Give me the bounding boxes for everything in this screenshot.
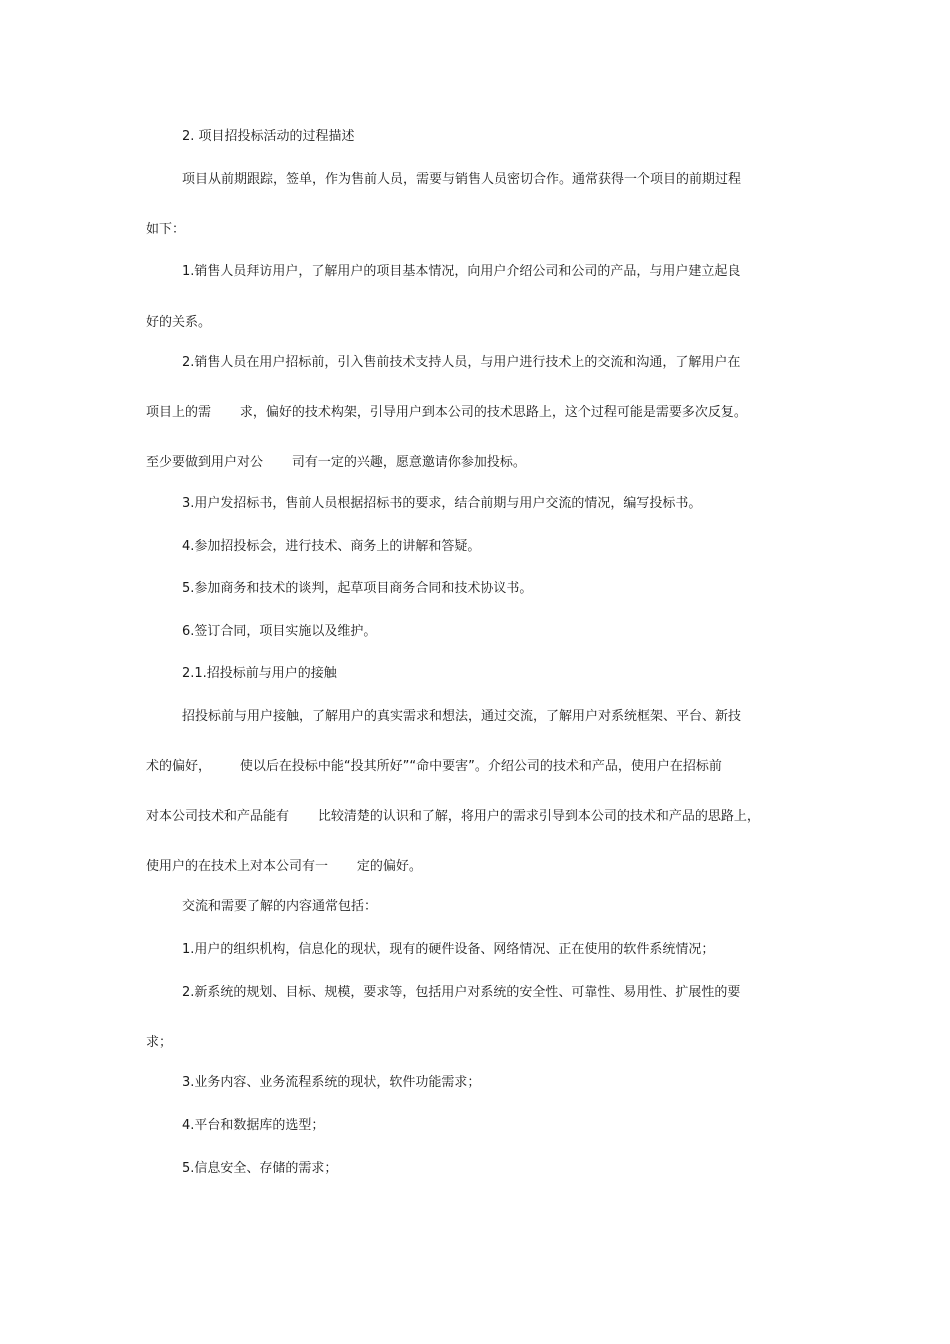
paragraph-line: 招投标前与用户接触，了解用户的真实需求和想法，通过交流，了解用户对系统框架、平台、新技 bbox=[182, 709, 742, 724]
list-item: 3.用户发招标书，售前人员根据招标书的要求，结合前期与用户交流的情况，编写投标书。 bbox=[182, 496, 702, 511]
paragraph-line: 如下： bbox=[146, 222, 186, 237]
section-heading: 2. 项目招投标活动的过程描述 bbox=[182, 129, 355, 144]
list-item: 2.新系统的规划、目标、规模，要求等，包括用户对系统的安全性、可靠性、易用性、扩展性的要 bbox=[182, 985, 741, 1000]
list-item: 5.参加商务和技术的谈判，起草项目商务合同和技术协议书。 bbox=[182, 581, 533, 596]
subsection-heading: 2.1.招投标前与用户的接触 bbox=[182, 666, 337, 681]
list-item: 5.信息安全、存储的需求； bbox=[182, 1161, 338, 1176]
list-item: 1.用户的组织机构，信息化的现状，现有的硬件设备、网络情况、正在使用的软件系统情况； bbox=[182, 942, 715, 957]
list-item-continuation: 求； bbox=[146, 1035, 173, 1050]
list-item: 4.参加招投标会，进行技术、商务上的讲解和答疑。 bbox=[182, 539, 481, 554]
list-item-continuation: 至少要做到用户对公 司有一定的兴趣，愿意邀请你参加投标。 bbox=[146, 455, 526, 470]
list-item: 3.业务内容、业务流程系统的现状，软件功能需求； bbox=[182, 1075, 481, 1090]
paragraph-line: 使用户的在技术上对本公司有一 定的偏好。 bbox=[146, 859, 422, 874]
paragraph-line: 术的偏好， 使以后在投标中能“投其所好”“命中要害”。介绍公司的技术和产品，使用户在招标前 bbox=[146, 759, 722, 774]
list-item-continuation: 项目上的需 求，偏好的技术构架，引导用户到本公司的技术思路上，这个过程可能是需要多次反复。 bbox=[146, 405, 747, 420]
paragraph-line: 对本公司技术和产品能有 比较清楚的认识和了解，将用户的需求引导到本公司的技术和产品的思路上， bbox=[146, 809, 760, 824]
list-item-continuation: 好的关系。 bbox=[146, 315, 212, 330]
list-item: 6.签订合同，项目实施以及维护。 bbox=[182, 624, 377, 639]
list-item: 2.销售人员在用户招标前，引入售前技术支持人员，与用户进行技术上的交流和沟通，了解用户在 bbox=[182, 355, 741, 370]
list-item: 4.平台和数据库的选型； bbox=[182, 1118, 325, 1133]
list-item: 1.销售人员拜访用户，了解用户的项目基本情况，向用户介绍公司和公司的产品，与用户建立起良 bbox=[182, 264, 741, 279]
paragraph-line: 项目从前期跟踪，签单，作为售前人员，需要与销售人员密切合作。通常获得一个项目的前期过程 bbox=[182, 172, 742, 187]
paragraph-line: 交流和需要了解的内容通常包括： bbox=[182, 899, 378, 914]
